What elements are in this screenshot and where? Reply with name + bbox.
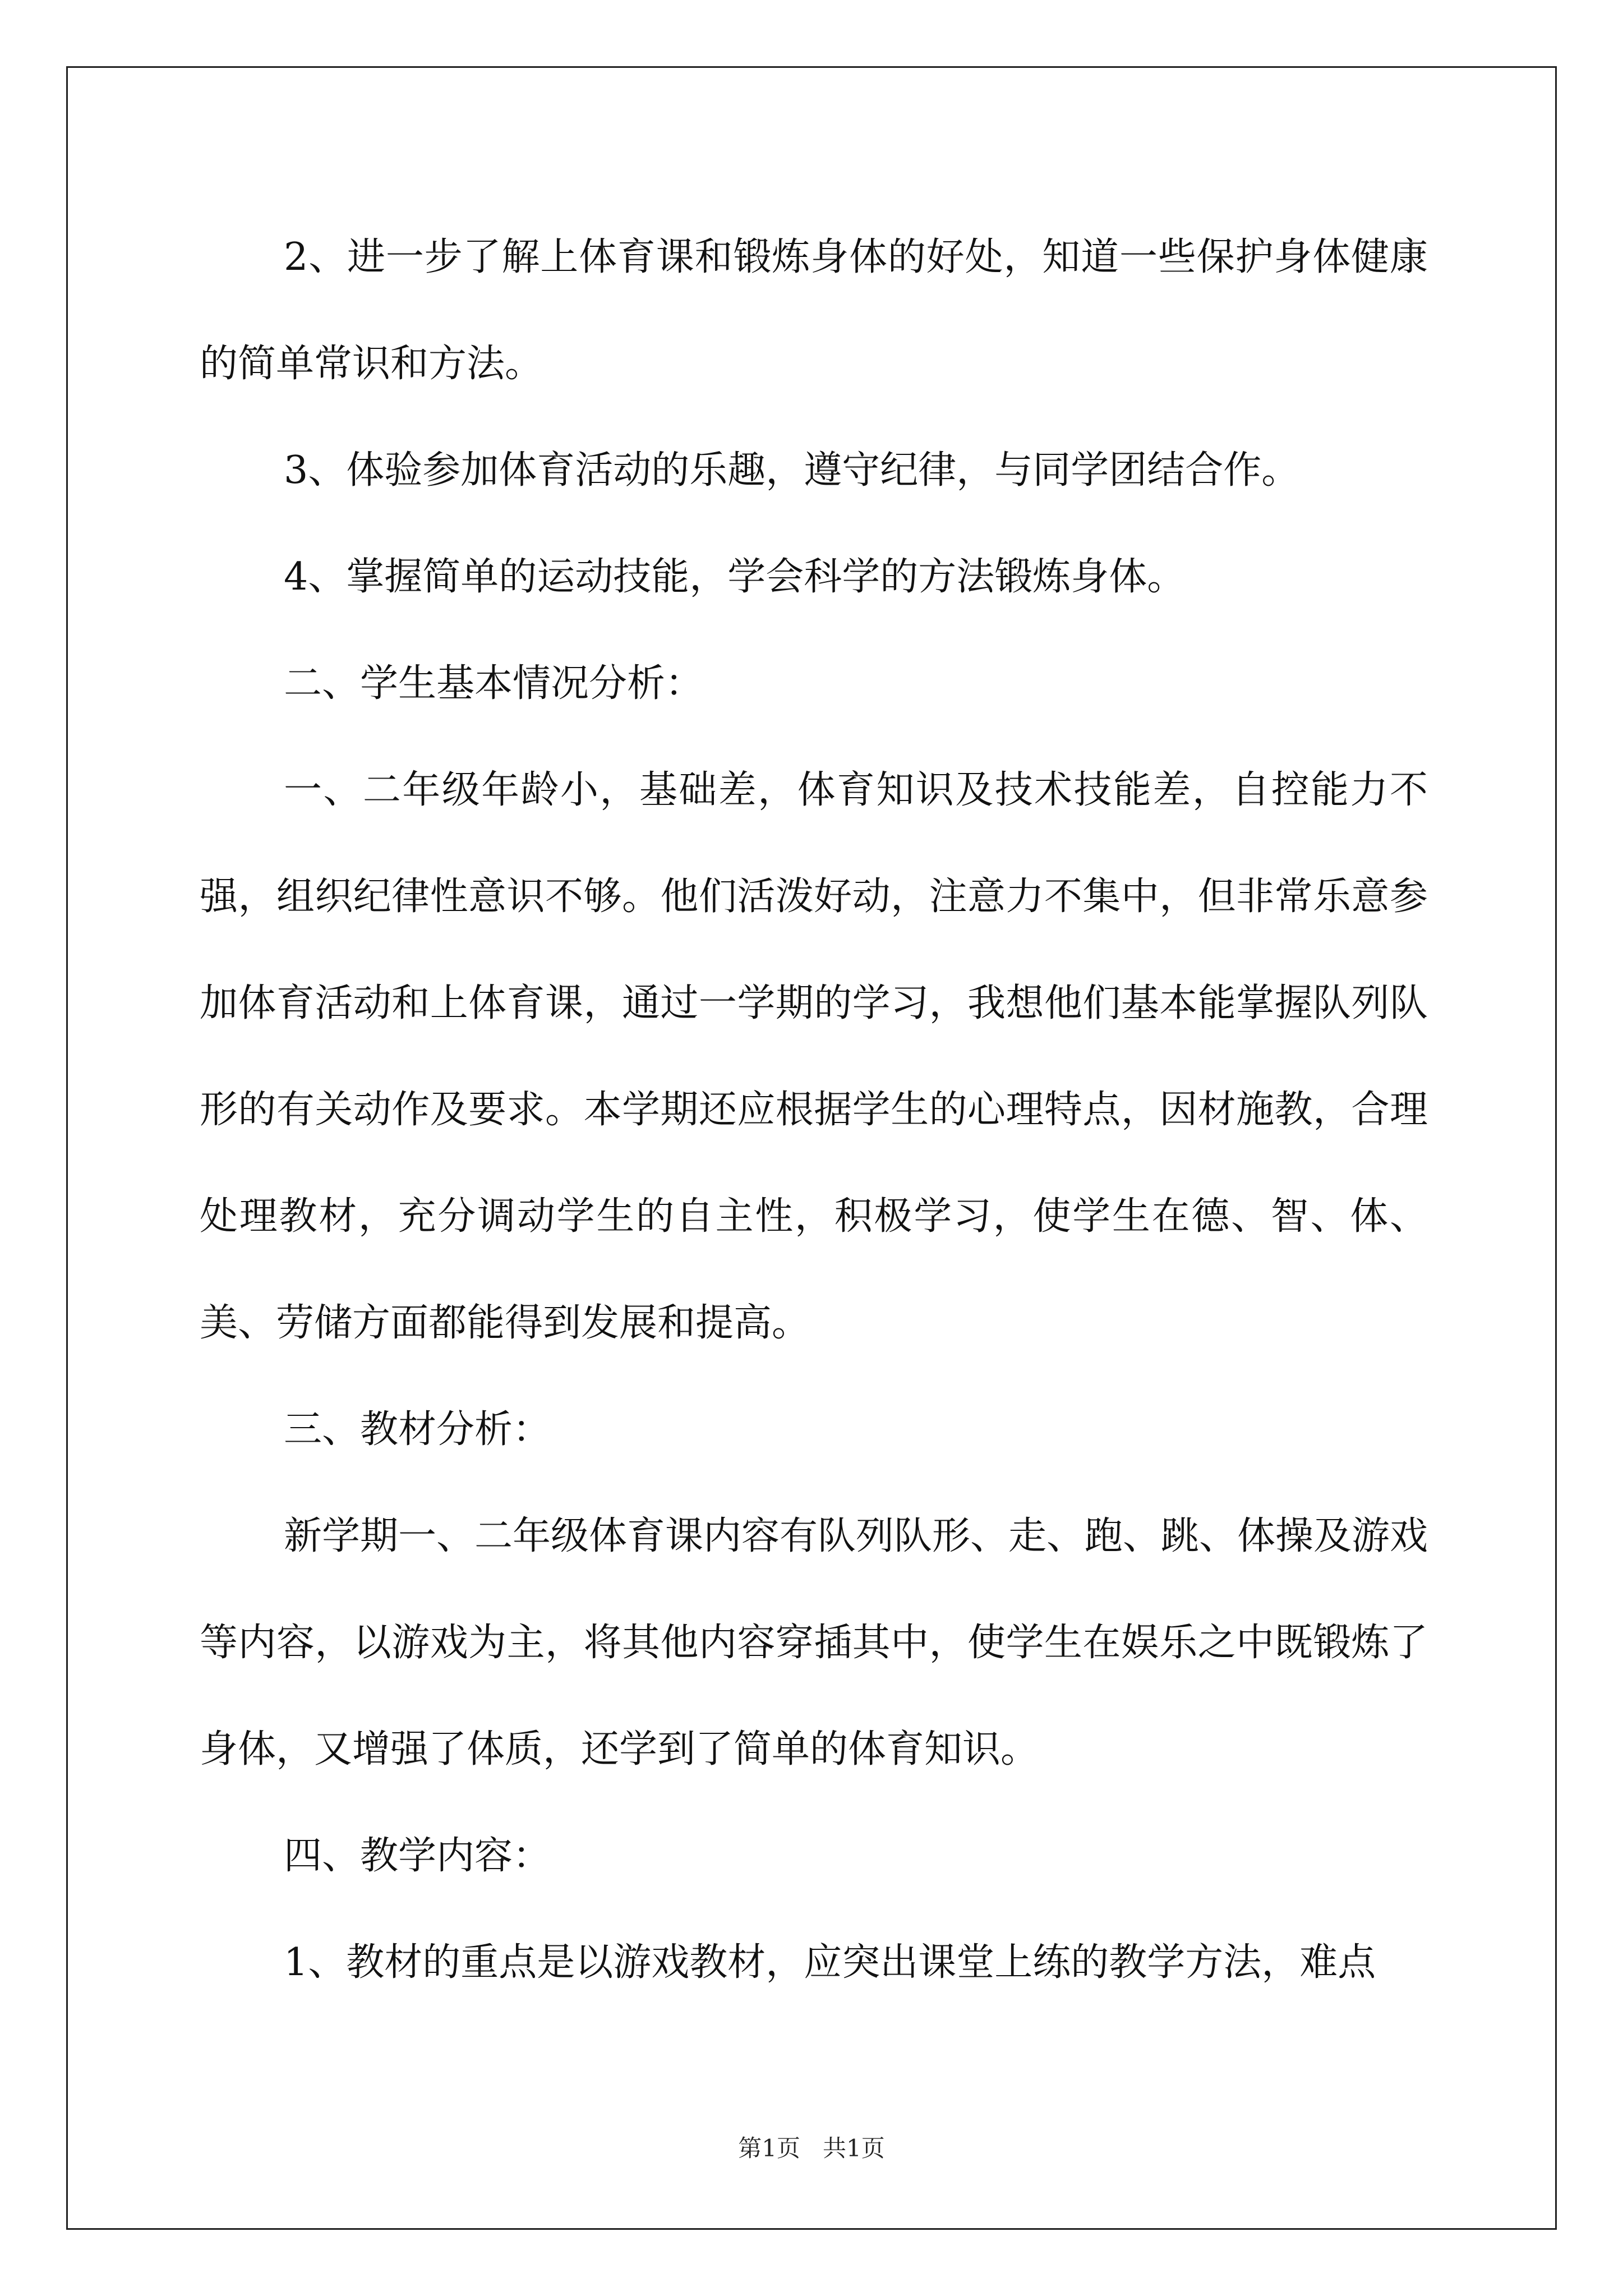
section-heading-student-analysis: 二、学生基本情况分析：: [284, 661, 704, 706]
paragraph-material-analysis: 新学期一、二年级体育课内容有队列队形、走、跑、跳、体操及游戏等内容，以游戏为主，将其他内容穿插其中，使学生在娱乐之中既锻炼了身体，又增强了体质，还学到了简单的体育知识。: [200, 1514, 1428, 1772]
section-heading-material-analysis: 三、教材分析：: [284, 1407, 551, 1452]
section-heading-teaching-content: 四、教学内容：: [284, 1834, 551, 1878]
paragraph-student-analysis: 一、二年级年龄小，基础差，体育知识及技术技能差，自控能力不强，组织纪律性意识不够。他们活泼好动，注意力不集中，但非常乐意参加体育活动和上体育课，通过一学期的学习，我想他们基本能掌握队列队形的有关动作及要求。本学期还应根据学生的心理特点，因材施教，合理处理教材，充分调动学生的自主性，积极学习，使学生在德、智、体、美、劳储方面都能得到发展和提高。: [200, 768, 1428, 1345]
paragraph-goal-3: 3、体验参加体育活动的乐趣，遵守纪律，与同学团结合作。: [284, 448, 1300, 493]
paragraph-goal-2: 2、进一步了解上体育课和锻炼身体的好处，知道一些保护身体健康的简单常识和方法。: [200, 235, 1428, 386]
document-body: [200, 204, 1428, 2016]
paragraph-teaching-content-1: 1、教材的重点是以游戏教材，应突出课堂上练的教学方法，难点: [284, 1940, 1376, 1985]
page-number-footer: 第1页 共1页: [738, 2134, 885, 2162]
paragraph-goal-4: 4、掌握简单的运动技能，学会科学的方法锻炼身体。: [284, 555, 1186, 599]
